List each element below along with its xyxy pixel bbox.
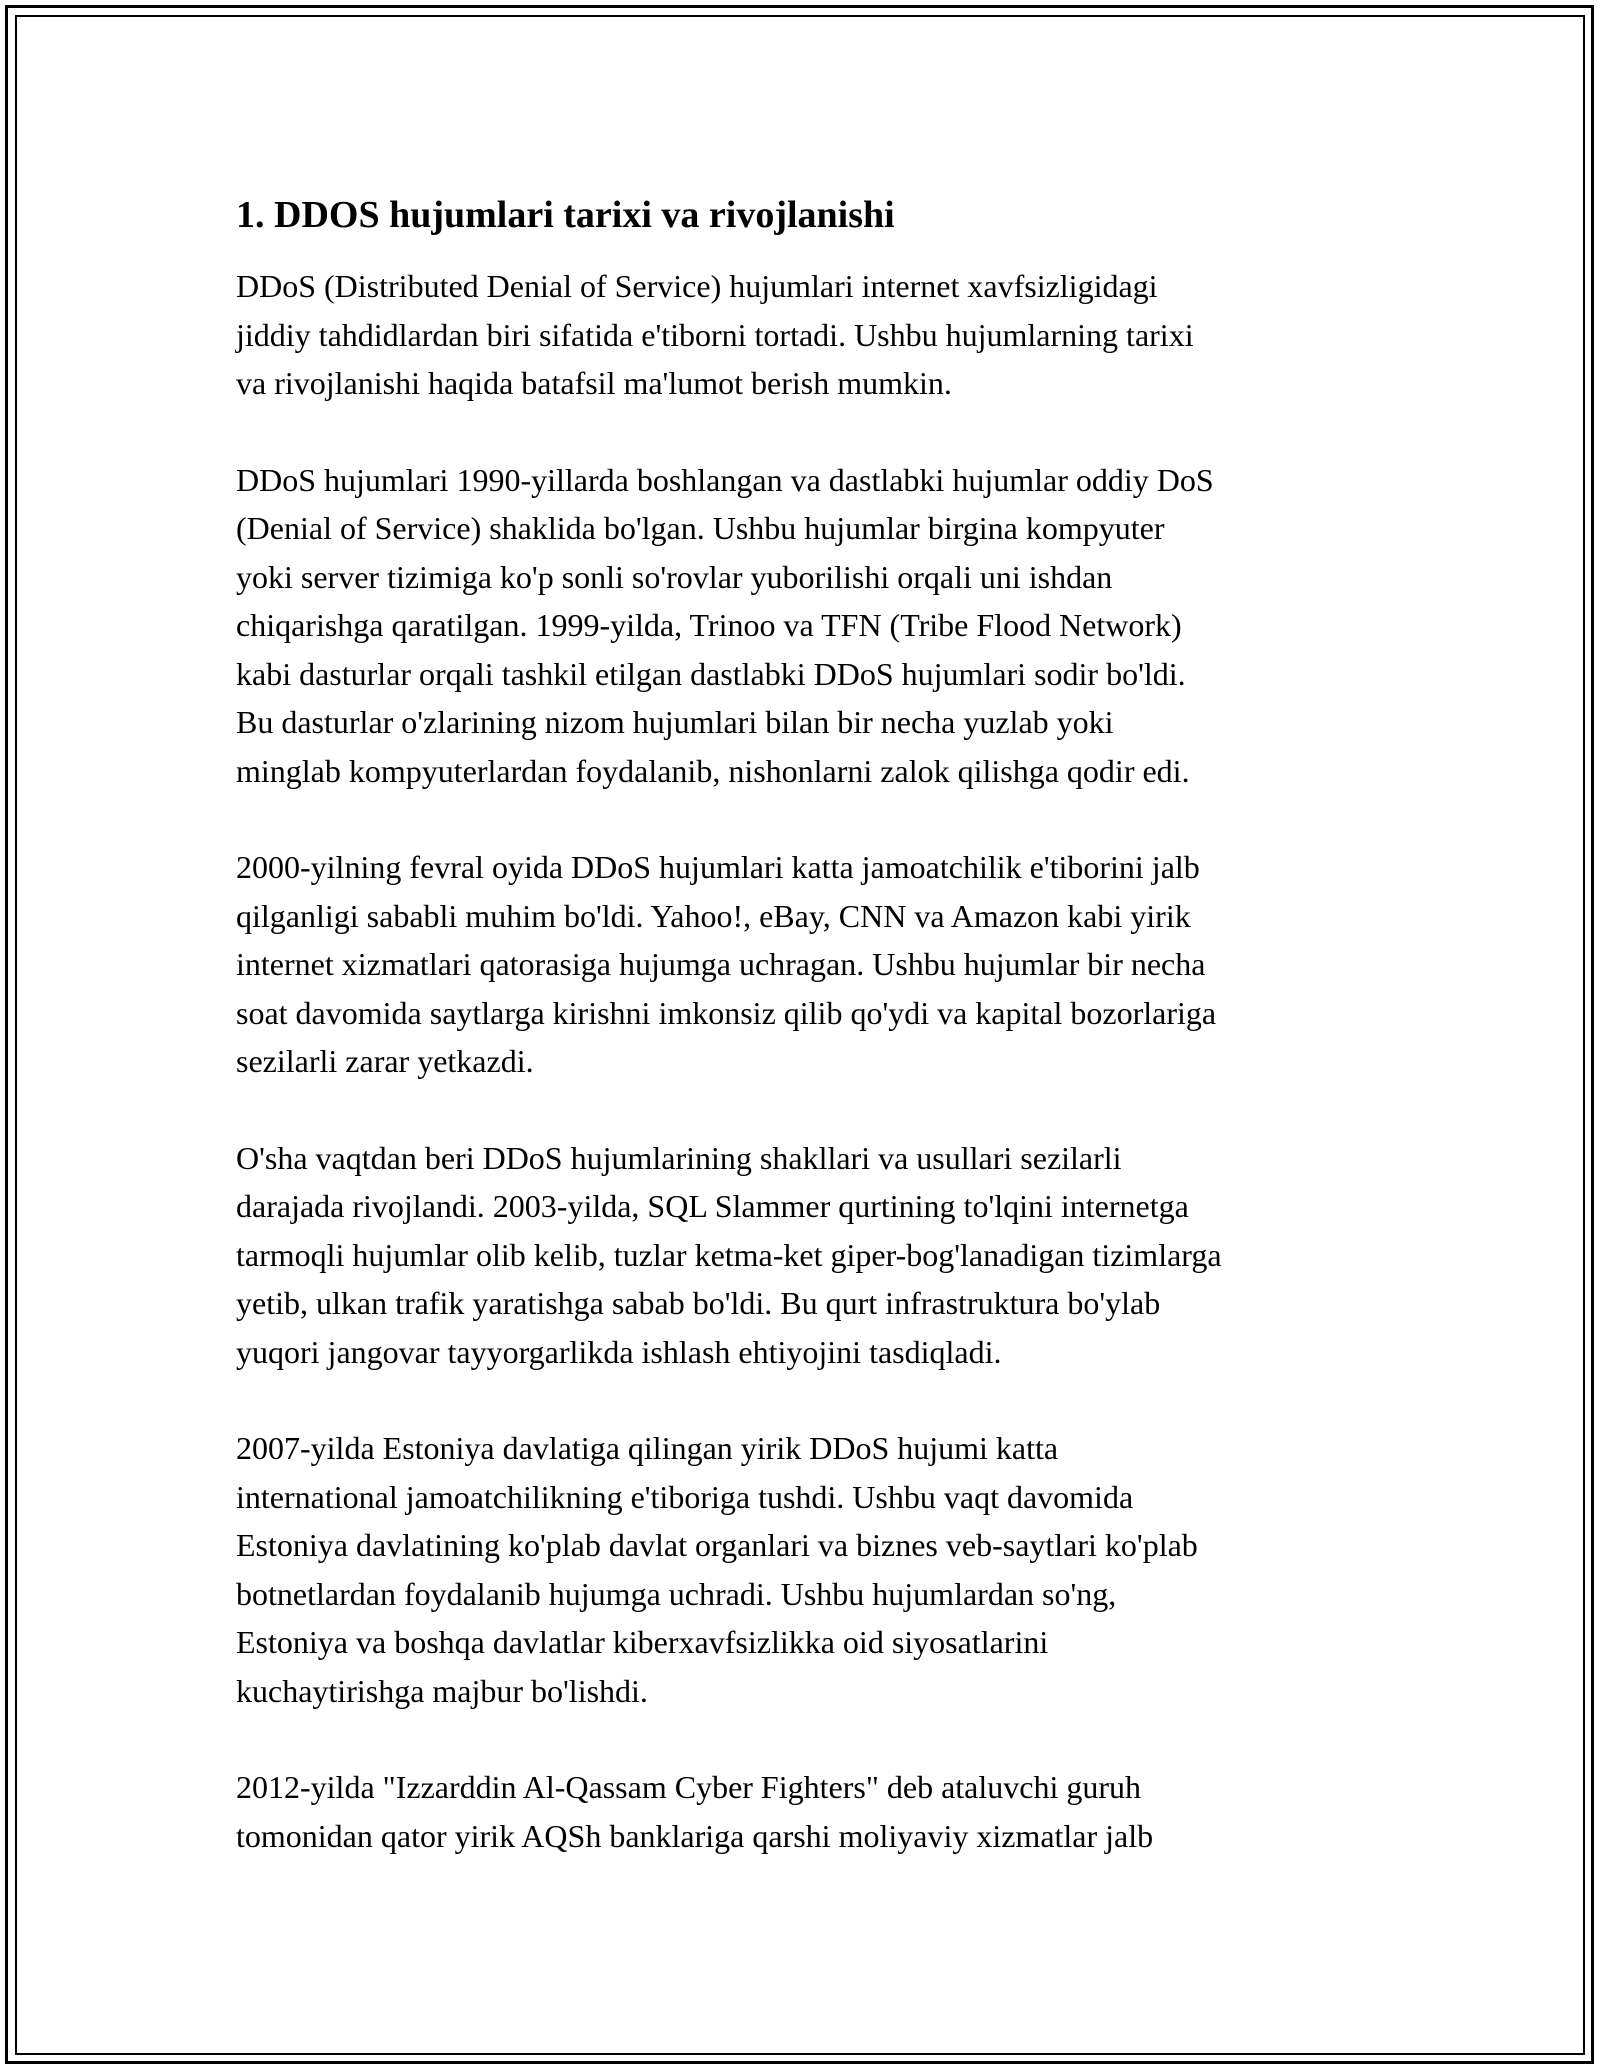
paragraph-2003: O'sha vaqtdan beri DDoS hujumlarining shakllari va usullari sezilarli darajada rivojlandi. 2003-yilda, SQL Slammer qurtining to'lqini internetga tarmoqli hujumlar olib kelib, tuzlar ketma-ket giper-bog'lanadigan tizimlarga yetib, ulkan trafik yaratishga sabab bo'ldi. Bu qurt infrastruktura bo'ylab yuqori jangovar tayyorgarlikda ishlash ehtiyojini tasdiqladi. [236,1139,1222,1370]
paragraph-1990s: DDoS hujumlari 1990-yillarda boshlangan va dastlabki hujumlar oddiy DoS (Denial of Service) shaklida bo'lgan. Ushbu hujumlar birgina kompyuter yoki server tizimiga ko'p sonli so'rovlar yuborilishi orqali uni ishdan chiqarishga qaratilgan. 1999-yilda, Trinoo va TFN (Tribe Flood Network) kabi dasturlar orqali tashkil etilgan dastlabki DDoS hujumlari sodir bo'ldi. Bu dasturlar o'zlarining nizom hujumlari bilan bir necha yuzlab yoki minglab kompyuterlardan foydalanib, nishonlarni zalok qilishga qodir edi. [236,461,1214,789]
section-heading: 1. DDOS hujumlari tarixi va rivojlanishi [236,194,895,236]
paragraph-2012: 2012-yilda "Izzarddin Al-Qassam Cyber Fighters" deb ataluvchi guruh tomonidan qator yirik AQSh banklariga qarshi moliyaviy xizmatlar jalb [236,1769,1154,1854]
paragraph-intro: DDoS (Distributed Denial of Service) hujumlari internet xavfsizligidagi jiddiy tahdidlardan biri sifatida e'tiborni tortadi. Ushbu hujumlarning tarixi va rivojlanishi haqida batafsil ma'lumot berish mumkin. [236,268,1194,401]
paragraph-2000: 2000-yilning fevral oyida DDoS hujumlari katta jamoatchilik e'tiborini jalb qilganligi sababli muhim bo'ldi. Yahoo!, eBay, CNN va Amazon kabi yirik internet xizmatlari qatorasiga hujumga uchragan. Ushbu hujumlar bir necha soat davomida saytlarga kirishni imkonsiz qilib qo'ydi va kapital bozorlariga sezilarli zarar yetkazdi. [236,849,1217,1079]
document-body [236,186,1376,1860]
paragraph-2007: 2007-yilda Estoniya davlatiga qilingan yirik DDoS hujumi katta international jamoatchilikning e'tiboriga tushdi. Ushbu vaqt davomida Estoniya davlatining ko'plab davlat organlari va biznes veb-saytlari ko'plab botnetlardan foydalanib hujumga uchradi. Ushbu hujumlardan so'ng, Estoniya va boshqa davlatlar kiberxavfsizlikka oid siyosatlarini kuchaytirishga majbur bo'lishdi. [236,1430,1198,1709]
